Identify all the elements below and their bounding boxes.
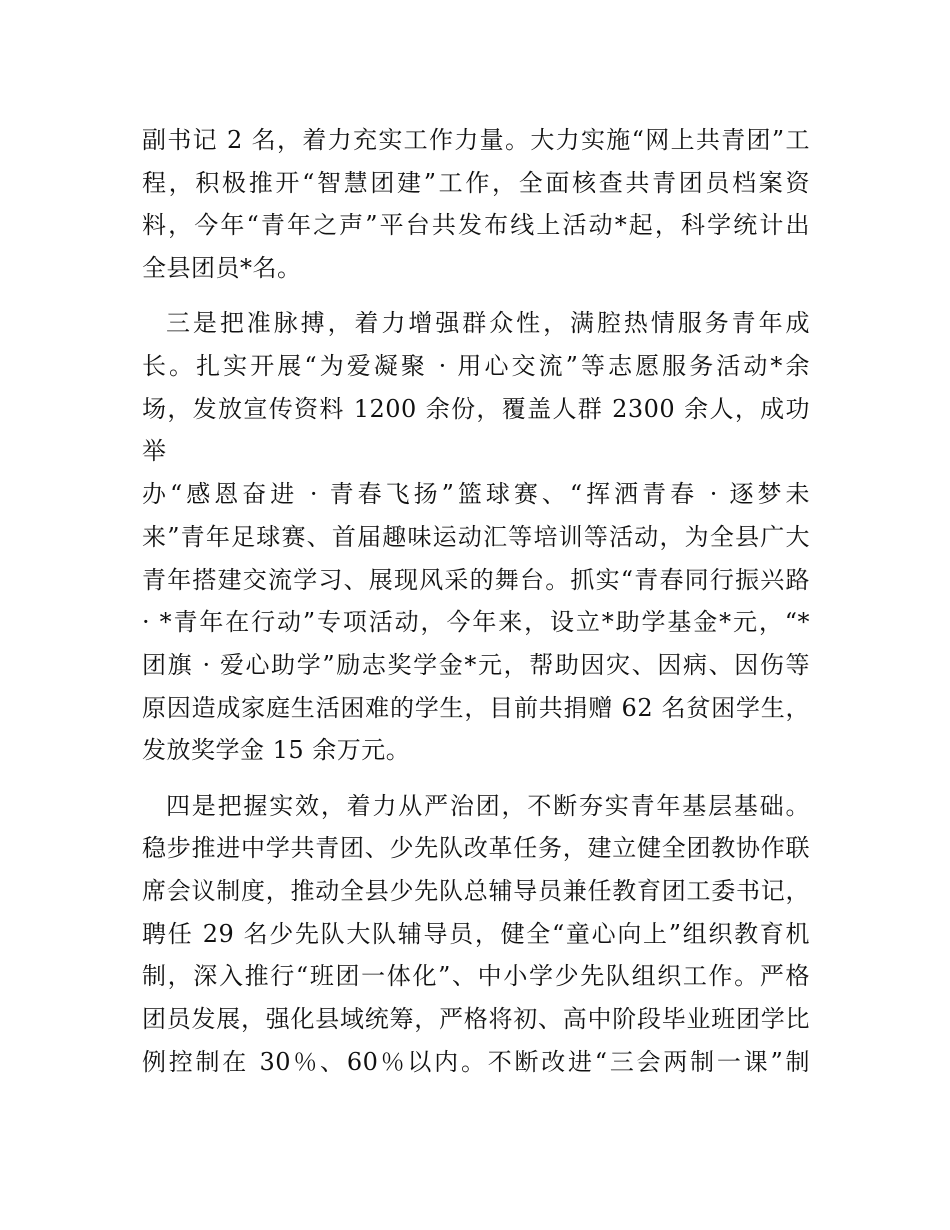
- paragraph-line: 团员发展，强化县域统筹，严格将初、高中阶段毕业班团学比: [142, 1005, 810, 1034]
- paragraph-line: 来”青年足球赛、首届趣味运动汇等培训等活动，为全县广大: [142, 522, 810, 551]
- paragraph-line: 团旗 · 爱心助学”励志奖学金*元，帮助因灾、因病、因伤等: [142, 650, 810, 679]
- paragraph-3: [142, 785, 810, 1084]
- paragraph-line: 青年搭建交流学习、展现风采的舞台。抓实“青春同行振兴路: [142, 565, 810, 594]
- paragraph-line: 三是把准脉搏，着力增强群众性，满腔热情服务青年成: [166, 309, 810, 338]
- paragraph-line: 办“感恩奋进 · 青春飞扬”篮球赛、“挥洒青春 · 逐梦未: [142, 480, 810, 509]
- paragraph-line: 长。扎实开展“为爱凝聚 · 用心交流”等志愿服务活动*余: [142, 352, 810, 381]
- paragraph-line: 场，发放宣传资料 1200 余份，覆盖人群 2300 余人，成功举: [142, 394, 810, 466]
- paragraph-line: 四是把握实效，着力从严治团，不断夯实青年基层基础。: [166, 791, 810, 820]
- paragraph-line: · *青年在行动”专项活动，今年来，设立*助学基金*元，“*: [142, 608, 810, 637]
- paragraph-1: [142, 119, 810, 290]
- paragraph-line: 原因造成家庭生活困难的学生，目前共捐赠 62 名贫困学生，: [142, 693, 810, 722]
- paragraph-line: 聘任 29 名少先队大队辅导员，健全“童心向上”组织教育机: [142, 919, 810, 948]
- paragraph-line: 稳步推进中学共青团、少先队改革任务，建立健全团教协作联: [142, 834, 810, 863]
- document-body: [142, 119, 810, 1083]
- paragraph-2: [142, 302, 810, 772]
- paragraph-line: 料，今年“青年之声”平台共发布线上活动*起，科学统计出: [142, 211, 810, 240]
- paragraph-line: 席会议制度，推动全县少先队总辅导员兼任教育团工委书记，: [142, 876, 810, 905]
- paragraph-line: 全县团员*名。: [142, 254, 302, 283]
- paragraph-line: 程，积极推开“智慧团建”工作，全面核查共青团员档案资: [142, 168, 810, 197]
- paragraph-line: 例控制在 30％、60％以内。不断改进“三会两制一课”制: [142, 1047, 810, 1076]
- paragraph-line: 发放奖学金 15 余万元。: [142, 736, 411, 765]
- paragraph-line: 制，深入推行“班团一体化”、中小学少先队组织工作。严格: [142, 962, 810, 991]
- paragraph-line: 副书记 2 名，着力充实工作力量。大力实施“网上共青团”工: [142, 126, 810, 154]
